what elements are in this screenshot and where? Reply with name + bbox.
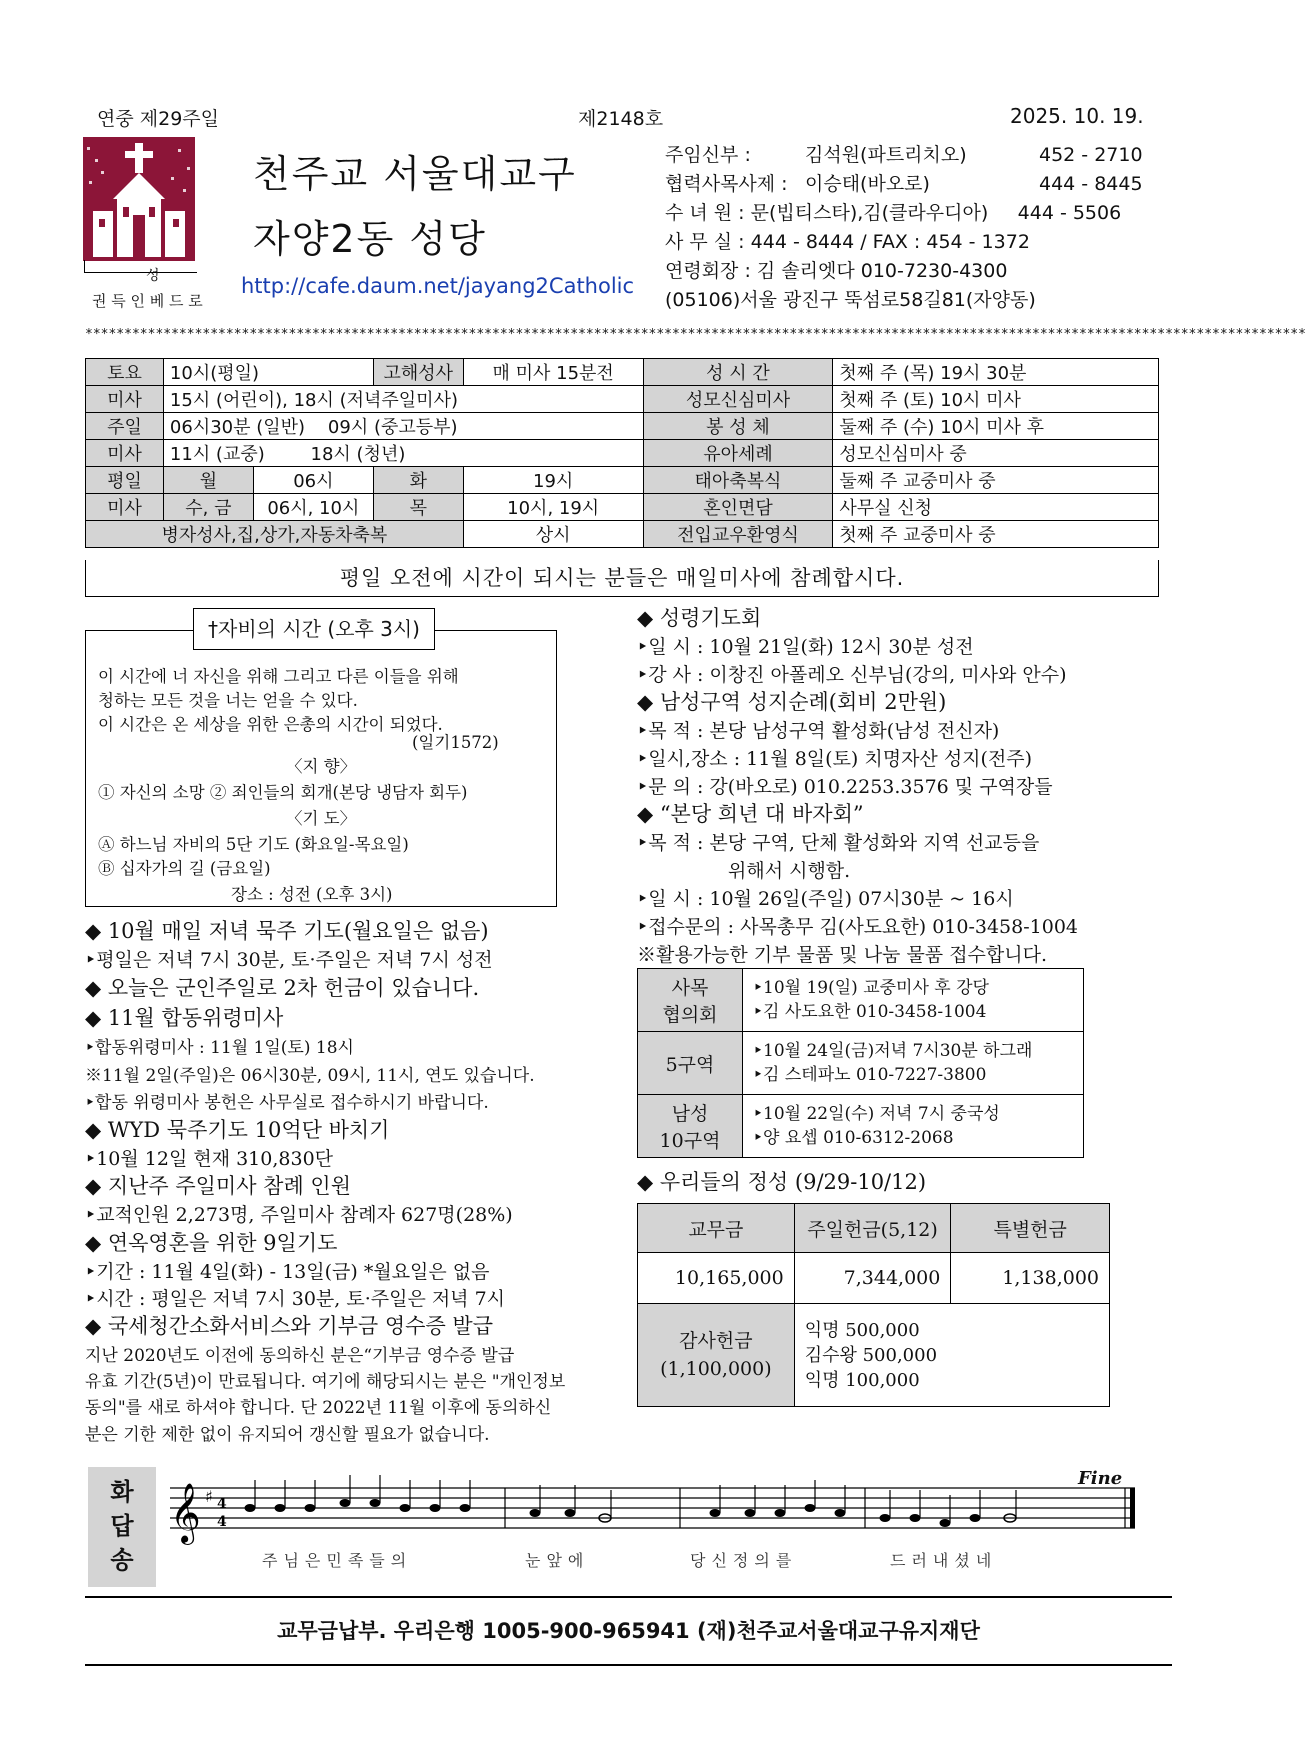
notice-heading: ◆ 국세청간소화서비스와 기부금 영수증 발급 xyxy=(85,1314,493,1338)
notice-heading: ◆ “본당 희년 대 바자회” xyxy=(637,802,864,826)
notice-detail: ‣일시,장소 : 11월 8일(토) 치명자산 성지(전주) xyxy=(637,748,1033,770)
logo-caption: 성 xyxy=(146,268,160,284)
notice-detail: ‣일 시 : 10월 21일(화) 12시 30분 성전 xyxy=(637,636,974,658)
notice-detail: ‣합동 위령미사 봉헌은 사무실로 접수하시기 바랍니다. xyxy=(85,1093,489,1113)
sched-right-label: 유아세례 xyxy=(643,440,833,467)
meeting-group: 남성 10구역 xyxy=(638,1095,743,1158)
table-row xyxy=(638,1095,1084,1158)
lyric-line-4: 드러내셨네 xyxy=(890,1551,998,1570)
mercy-place: 장소 : 성전 (오후 3시) xyxy=(231,885,393,904)
offering-title: ◆ 우리들의 정성 (9/29-10/12) xyxy=(637,1170,927,1194)
notice-detail: ‣접수문의 : 사목총무 김(사도요한) 010-3458-1004 xyxy=(637,916,1079,938)
sched-right-value: 성모신심미사 중 xyxy=(833,440,1159,467)
week-label: 연중 제29주일 xyxy=(97,108,219,130)
mercy-citation: (일기1572) xyxy=(412,733,499,752)
fine-marker: Fine xyxy=(1078,1468,1123,1489)
mercy-line: 이 시간에 너 자신을 위해 그리고 다른 이들을 위해 xyxy=(98,667,459,686)
thanks-label: 감사헌금 (1,100,000) xyxy=(638,1304,795,1407)
sched-right-value: 첫째 주 (토) 10시 미사 xyxy=(833,386,1159,413)
sat-mass-1: 10시(평일) xyxy=(163,359,373,386)
weekday-label-2: 미사 xyxy=(86,494,164,521)
sched-right-value: 둘째 주 교중미사 중 xyxy=(833,467,1159,494)
mercy-hour-title: †자비의 시간 (오후 3시) xyxy=(193,608,435,650)
weekday-label: 평일 xyxy=(86,467,164,494)
thu-label: 목 xyxy=(373,494,463,521)
diocese-title: 천주교 서울대교구 xyxy=(253,152,577,196)
thu-time: 10시, 19시 xyxy=(463,494,643,521)
tue-time: 19시 xyxy=(463,467,643,494)
sat-label-2: 미사 xyxy=(86,386,164,413)
contact-row: 주임신부 : 김석원(파트리치오) 452 - 2710 xyxy=(665,144,1143,166)
issue-number: 제2148호 xyxy=(578,108,664,130)
sat-label: 토요 xyxy=(86,359,164,386)
sick-label: 병자성사,집,상가,자동차축복 xyxy=(86,521,464,548)
contact-row: 연령회장 : 김 솔리엣다 010-7230-4300 xyxy=(665,260,1008,282)
mercy-line: Ⓑ 십자가의 길 (금요일) xyxy=(98,859,271,878)
notice-heading: ◆ 연옥영혼을 위한 9일기도 xyxy=(85,1231,338,1255)
notice-detail: 분은 기한 제한 없이 유지되어 갱신할 필요가 없습니다. xyxy=(85,1425,490,1445)
music-staff xyxy=(165,1470,1145,1550)
response-label: 화답송 xyxy=(88,1467,156,1587)
footer-bank-info: 교무금납부. 우리은행 1005-900-965941 (재)천주교서울대교구유지재단 xyxy=(85,1596,1172,1666)
notice-detail: ‣목 적 : 본당 구역, 단체 활성화와 지역 선교등을 xyxy=(637,832,1040,854)
sat-mass-2: 15시 (어린이), 18시 (저녁주일미사) xyxy=(163,386,643,413)
notice-detail: ‣교적인원 2,273명, 주일미사 참례자 627명(28%) xyxy=(85,1204,513,1226)
notice-heading: ◆ 지난주 주일미사 참례 인원 xyxy=(85,1174,351,1198)
sun-mass-1: 06시30분 (일반) 09시 (중고등부) xyxy=(163,413,643,440)
offering-table xyxy=(637,1203,1110,1407)
contact-row: 수 녀 원 : 문(빕티스타),김(클라우디아) 444 - 5506 xyxy=(665,202,1122,224)
notice-heading: ◆ 10월 매일 저녁 묵주 기도(월요일은 없음) xyxy=(85,919,489,943)
mass-schedule-table xyxy=(85,358,1159,548)
wed-fri-label: 수, 금 xyxy=(163,494,253,521)
svg-text:4: 4 xyxy=(217,1514,227,1530)
contact-row: 사 무 실 : 444 - 8444 / FAX : 454 - 1372 xyxy=(665,231,1030,253)
svg-text:4: 4 xyxy=(217,1496,227,1512)
star-divider: ************************************************************************************************************************************************************ xyxy=(85,327,1306,342)
offering-header: 주일헌금(5,12) xyxy=(794,1204,951,1253)
svg-text:𝄞: 𝄞 xyxy=(170,1483,201,1543)
notice-detail: 위해서 시행함. xyxy=(728,860,851,882)
weekday-notice: 평일 오전에 시간이 되시는 분들은 매일미사에 참례합시다. xyxy=(85,560,1159,597)
table-row xyxy=(638,1253,1110,1304)
table-row xyxy=(638,1304,1110,1407)
meeting-group: 사목 협의회 xyxy=(638,969,743,1032)
sched-right-value: 둘째 주 (수) 10시 미사 후 xyxy=(833,413,1159,440)
sched-right-value: 사무실 신청 xyxy=(833,494,1159,521)
contact-row: (05106)서울 광진구 뚝섬로58길81(자양동) xyxy=(665,289,1036,311)
tue-label: 화 xyxy=(373,467,463,494)
logo-caption-name: 권 득 인 베 드 로 xyxy=(92,292,203,310)
offering-header: 특별헌금 xyxy=(951,1204,1110,1253)
meeting-info: ‣10월 22일(수) 저녁 7시 중국성 ‣양 요셉 010-6312-2068 xyxy=(743,1095,1084,1158)
mercy-line: 청하는 모든 것을 너는 얻을 수 있다. xyxy=(98,691,358,710)
notice-detail: ※활용가능한 기부 물품 및 나눔 물품 접수합니다. xyxy=(637,944,1048,966)
lyric-line-2: 눈앞에 xyxy=(525,1551,590,1570)
sched-right-value: 첫째 주 교중미사 중 xyxy=(833,521,1159,548)
meeting-table xyxy=(637,968,1084,1158)
notice-detail: ‣합동위령미사 : 11월 1일(토) 18시 xyxy=(85,1038,354,1058)
mercy-line: 이 시간은 온 세상을 위한 은총의 시간이 되었다. xyxy=(98,715,443,734)
notice-detail: 유효 기간(5년)이 만료됩니다. 여기에 해당되시는 분은 "개인정보 xyxy=(85,1372,566,1392)
sched-right-value: 첫째 주 (목) 19시 30분 xyxy=(833,359,1159,386)
svg-text:♯: ♯ xyxy=(205,1487,213,1506)
notice-detail: 지난 2020년도 이전에 동의하신 분은“기부금 영수증 발급 xyxy=(85,1346,515,1366)
notice-heading: ◆ 오늘은 군인주일로 2차 헌금이 있습니다. xyxy=(85,976,480,1000)
offering-header: 교무금 xyxy=(638,1204,795,1253)
offering-value: 7,344,000 xyxy=(794,1253,951,1304)
sun-mass-2: 11시 (교중) 18시 (청년) xyxy=(163,440,643,467)
notice-detail: ※11월 2일(주일)은 06시30분, 09시, 11시, 연도 있습니다. xyxy=(85,1066,535,1086)
church-logo xyxy=(83,137,195,261)
notice-detail: ‣시간 : 평일은 저녁 7시 30분, 토·주일은 저녁 7시 xyxy=(85,1288,506,1310)
lyric-line-3: 당신정의를 xyxy=(690,1551,798,1570)
contact-list xyxy=(665,141,1143,315)
notice-heading: ◆ 성령기도회 xyxy=(637,606,762,630)
table-row xyxy=(638,1204,1110,1253)
notice-detail: ‣일 시 : 10월 26일(주일) 07시30분 ~ 16시 xyxy=(637,888,1014,910)
logo-frame xyxy=(84,260,197,273)
notice-detail: ‣강 사 : 이창진 아폴레오 신부님(강의, 미사와 안수) xyxy=(637,664,1067,686)
sched-right-label: 성모신심미사 xyxy=(643,386,833,413)
mercy-hour-box xyxy=(85,630,557,907)
offering-value: 10,165,000 xyxy=(638,1253,795,1304)
parish-title: 자양2동 성당 xyxy=(253,217,487,261)
notice-detail: 동의"를 새로 하셔야 합니다. 단 2022년 11월 이후에 동의하신 xyxy=(85,1398,552,1418)
confession-time: 매 미사 15분전 xyxy=(463,359,643,386)
sched-right-label: 봉 성 체 xyxy=(643,413,833,440)
mon-time: 06시 xyxy=(253,467,373,494)
notice-detail: ‣목 적 : 본당 남성구역 활성화(남성 전신자) xyxy=(637,720,1000,742)
notice-detail: ‣평일은 저녁 7시 30분, 토·주일은 저녁 7시 성전 xyxy=(85,949,493,971)
notice-detail: ‣문 의 : 강(바오로) 010.2253.3576 및 구역장들 xyxy=(637,776,1053,798)
lyric-line-1: 주님은민족들의 xyxy=(262,1551,413,1570)
sick-value: 상시 xyxy=(463,521,643,548)
sched-right-label: 성 시 간 xyxy=(643,359,833,386)
cafe-link[interactable]: http://cafe.daum.net/jayang2Catholic xyxy=(241,274,635,298)
notice-detail: ‣10월 12일 현재 310,830단 xyxy=(85,1148,334,1170)
notice-heading: ◆ WYD 묵주기도 10억단 바치기 xyxy=(85,1118,390,1142)
meeting-info: ‣10월 19(일) 교중미사 후 강당 ‣김 사도요한 010-3458-1004 xyxy=(743,969,1084,1032)
issue-date: 2025. 10. 19. xyxy=(1010,104,1144,128)
thanks-list: 익명 500,000 김수왕 500,000 익명 100,000 xyxy=(794,1304,1109,1407)
sched-right-label: 전입교우환영식 xyxy=(643,521,833,548)
table-row xyxy=(638,1032,1084,1095)
sched-right-label: 태아축복식 xyxy=(643,467,833,494)
mercy-heading-intention: 〈지 향〉 xyxy=(286,757,357,776)
mon-label: 월 xyxy=(163,467,253,494)
notice-detail: ‣기간 : 11월 4일(화) - 13일(금) *월요일은 없음 xyxy=(85,1261,490,1283)
notice-heading: ◆ 남성구역 성지순례(회비 2만원) xyxy=(637,690,947,714)
offering-value: 1,138,000 xyxy=(951,1253,1110,1304)
meeting-group: 5구역 xyxy=(638,1032,743,1095)
meeting-info: ‣10월 24일(금)저녁 7시30분 하그래 ‣김 스테파노 010-7227-3800 xyxy=(743,1032,1084,1095)
contact-row: 협력사목사제 : 이승태(바오로) 444 - 8445 xyxy=(665,173,1143,195)
notice-heading: ◆ 11월 합동위령미사 xyxy=(85,1006,284,1030)
confession-label: 고해성사 xyxy=(373,359,463,386)
mercy-line: ① 자신의 소망 ② 죄인들의 회개(본당 냉담자 회두) xyxy=(98,783,468,802)
mercy-line: Ⓐ 하느님 자비의 5단 기도 (화요일-목요일) xyxy=(98,835,409,854)
mercy-heading-prayer: 〈기 도〉 xyxy=(286,809,357,828)
sched-right-label: 혼인면담 xyxy=(643,494,833,521)
table-row xyxy=(638,969,1084,1032)
wed-fri-time: 06시, 10시 xyxy=(253,494,373,521)
sun-label-2: 미사 xyxy=(86,440,164,467)
sun-label: 주일 xyxy=(86,413,164,440)
